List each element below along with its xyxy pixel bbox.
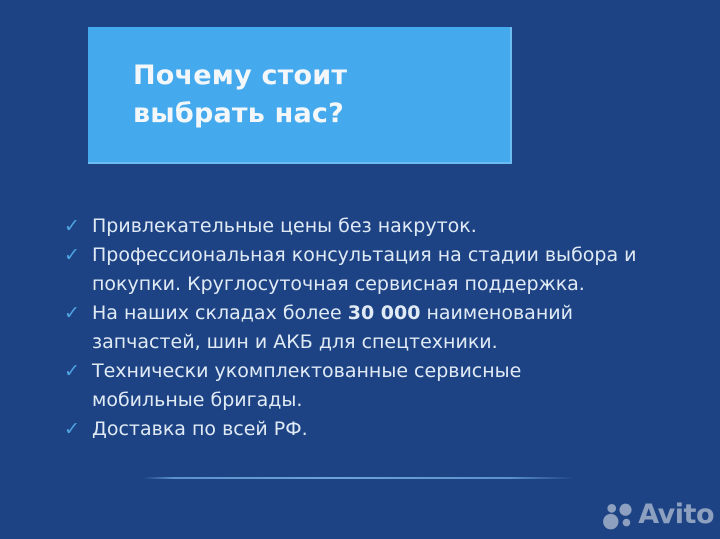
checkmark-icon: ✓	[64, 302, 80, 324]
avito-dots-icon	[597, 498, 635, 531]
avito-wordmark: Avito	[638, 498, 714, 530]
benefits-list	[64, 212, 639, 444]
page-title	[133, 57, 347, 133]
title-line-1: Почему стоит	[133, 60, 348, 91]
list-item-text: Технически укомплектованные сервисные мобильные бригады.	[92, 360, 522, 411]
list-item-text: Профессиональная консультация на стадии выбора и покупки. Круглосуточная сервисная поддержка.	[92, 244, 637, 295]
list-item	[64, 241, 639, 299]
checkmark-icon: ✓	[64, 418, 80, 440]
header-box	[88, 27, 512, 164]
list-item	[64, 212, 639, 241]
divider-line	[143, 477, 575, 479]
checkmark-icon: ✓	[64, 215, 80, 237]
list-item	[64, 415, 639, 444]
title-line-2: выбрать нас?	[133, 98, 344, 129]
checkmark-icon: ✓	[64, 360, 80, 382]
avito-watermark	[597, 498, 714, 531]
list-item	[64, 299, 639, 357]
list-item-text: На наших складах более 30 000 наименований запчастей, шин и АКБ для спецтехники.	[92, 302, 573, 353]
list-item	[64, 357, 639, 415]
list-item-text: Привлекательные цены без накруток.	[92, 215, 477, 237]
list-item-text: Доставка по всей РФ.	[92, 418, 308, 440]
checkmark-icon: ✓	[64, 244, 80, 266]
